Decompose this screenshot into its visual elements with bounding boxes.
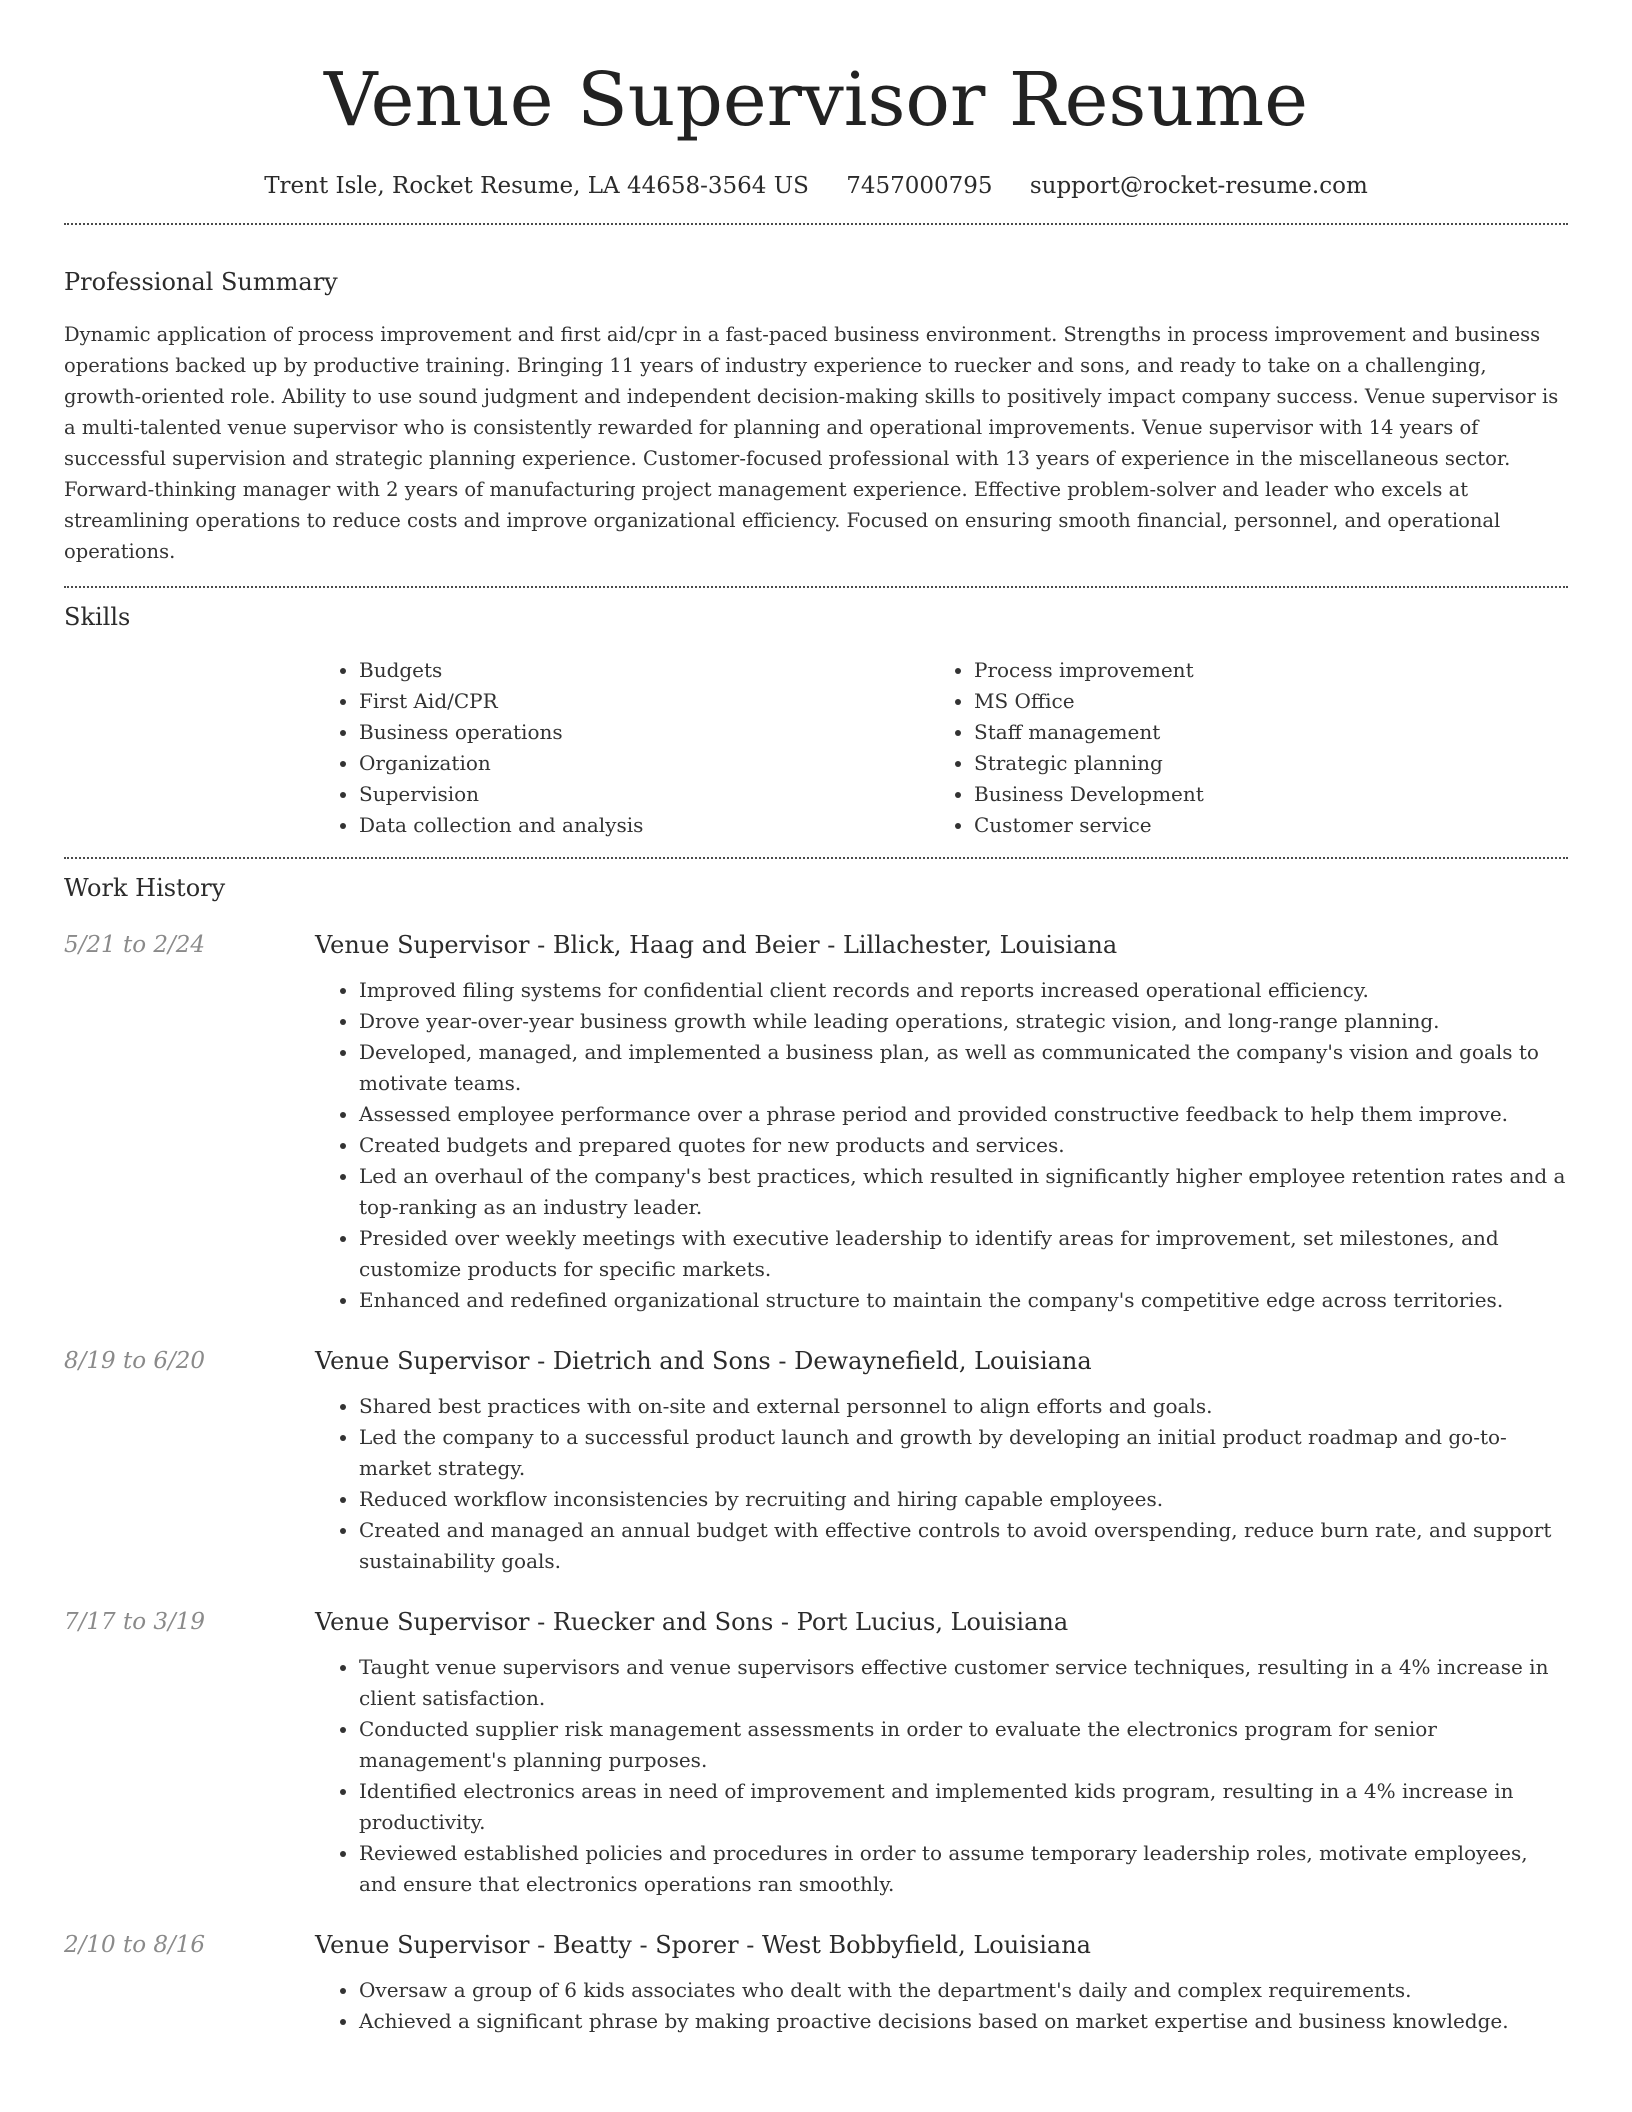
summary-heading: Professional Summary xyxy=(64,268,338,296)
contact-address: Trent Isle, Rocket Resume, LA 44658-3564 US xyxy=(264,173,809,199)
job-bullet: • Led an overhaul of the company's best practices, which resulted in significantly higher employee retention rates and a top-ranking as an industry leader. xyxy=(359,1161,1568,1223)
skill-item: • Business operations xyxy=(359,717,930,748)
job-bullet: • Developed, managed, and implemented a business plan, as well as communicated the company's vision and goals to motivate teams. xyxy=(359,1037,1568,1099)
job-bullets xyxy=(315,975,1568,1316)
job-date: 5/21 to 2/24 xyxy=(64,932,206,958)
skill-item: • Budgets xyxy=(359,655,930,686)
skills-heading: Skills xyxy=(64,603,131,631)
resume-title: Venue Supervisor Resume xyxy=(324,57,1308,143)
job-bullets xyxy=(315,1391,1568,1577)
job-bullet: • Drove year-over-year business growth while leading operations, strategic vision, and long-range planning. xyxy=(359,1006,1568,1037)
skills-column-right xyxy=(930,655,1545,841)
contact-email: support@rocket-resume.com xyxy=(1029,173,1368,199)
job-bullet: • Created budgets and prepared quotes for new products and services. xyxy=(359,1130,1568,1161)
job-bullet: • Reviewed established policies and procedures in order to assume temporary leadership roles, motivate employees, and ensure that electronics operations ran smoothly. xyxy=(359,1838,1568,1900)
divider-skills xyxy=(64,857,1568,859)
job-bullet: • Oversaw a group of 6 kids associates who dealt with the department's daily and complex requirements. xyxy=(359,1975,1568,2006)
job-entry-4 xyxy=(64,1929,1568,2037)
job-bullet: • Led the company to a successful product launch and growth by developing an initial product roadmap and go-to-market strategy. xyxy=(359,1422,1568,1484)
job-bullet: • Created and managed an annual budget with effective controls to avoid overspending, reduce burn rate, and support sustainability goals. xyxy=(359,1515,1568,1577)
skill-item: • Supervision xyxy=(359,779,930,810)
skill-item: • First Aid/CPR xyxy=(359,686,930,717)
skill-item: • Strategic planning xyxy=(974,748,1545,779)
divider-header xyxy=(64,223,1568,225)
job-date: 2/10 to 8/16 xyxy=(64,1932,206,1958)
contact-phone: 7457000795 xyxy=(846,173,993,199)
job-entry-1 xyxy=(64,929,1568,1316)
job-bullets xyxy=(315,1652,1568,1900)
skill-item: • Data collection and analysis xyxy=(359,810,930,841)
job-bullet: • Identified electronics areas in need of improvement and implemented kids program, resulting in a 4% increase in productivity. xyxy=(359,1776,1568,1838)
job-bullets xyxy=(315,1975,1568,2037)
job-bullet: • Improved filing systems for confidential client records and reports increased operational efficiency. xyxy=(359,975,1568,1006)
skill-item: • Staff management xyxy=(974,717,1545,748)
skills-column-left xyxy=(315,655,930,841)
job-bullet: • Reduced workflow inconsistencies by recruiting and hiring capable employees. xyxy=(359,1484,1568,1515)
summary-text: Dynamic application of process improvement and first aid/cpr in a fast-paced business environment. Strengths in process improvement and business operations backed up by productive training. Bringing 11 years of industry experience to ruecker and sons, and ready to take on a challenging, growth-oriented role. Ability to use sound judgment and independent decision-making skills to positively impact company success. Venue supervisor is a multi-talented venue supervisor who is consistently rewarded for planning and operational improvements. Venue supervisor with 14 years of successful supervision and strategic planning experience. Customer-focused professional with 13 years of experience in the miscellaneous sector. Forward-thinking manager with 2 years of manufacturing project management experience. Effective problem-solver and leader who excels at streamlining operations to reduce costs and improve organizational efficiency. Focused on ensuring smooth financial, personnel, and operational operations. xyxy=(64,323,1559,563)
job-bullet: • Enhanced and redefined organizational structure to maintain the company's competitive edge across territories. xyxy=(359,1285,1568,1316)
job-title: Venue Supervisor - Dietrich and Sons - Dewaynefield, Louisiana xyxy=(315,1347,1092,1375)
job-title: Venue Supervisor - Beatty - Sporer - West Bobbyfield, Louisiana xyxy=(315,1931,1091,1959)
job-title: Venue Supervisor - Blick, Haag and Beier - Lillachester, Louisiana xyxy=(315,931,1118,959)
contact-line xyxy=(64,170,1568,202)
skill-item: • MS Office xyxy=(974,686,1545,717)
job-bullet: • Achieved a significant phrase by making proactive decisions based on market expertise and business knowledge. xyxy=(359,2006,1568,2037)
job-bullet: • Shared best practices with on-site and external personnel to align efforts and goals. xyxy=(359,1391,1568,1422)
skill-item: • Customer service xyxy=(974,810,1545,841)
job-date: 7/17 to 3/19 xyxy=(64,1609,206,1635)
job-bullet: • Conducted supplier risk management assessments in order to evaluate the electronics program for senior management's planning purposes. xyxy=(359,1714,1568,1776)
skill-item: • Organization xyxy=(359,748,930,779)
divider-summary xyxy=(64,586,1568,588)
job-entry-2 xyxy=(64,1345,1568,1577)
skills-list xyxy=(315,655,1568,841)
job-bullet: • Presided over weekly meetings with executive leadership to identify areas for improvement, set milestones, and customize products for specific markets. xyxy=(359,1223,1568,1285)
skill-item: • Business Development xyxy=(974,779,1545,810)
work-heading: Work History xyxy=(64,874,226,902)
job-title: Venue Supervisor - Ruecker and Sons - Port Lucius, Louisiana xyxy=(315,1608,1069,1636)
skill-item: • Process improvement xyxy=(974,655,1545,686)
job-entry-3 xyxy=(64,1606,1568,1900)
job-bullet: • Taught venue supervisors and venue supervisors effective customer service techniques, resulting in a 4% increase in client satisfaction. xyxy=(359,1652,1568,1714)
job-bullet: • Assessed employee performance over a phrase period and provided constructive feedback to help them improve. xyxy=(359,1099,1568,1130)
job-date: 8/19 to 6/20 xyxy=(64,1348,206,1374)
resume-page xyxy=(64,0,1568,2037)
